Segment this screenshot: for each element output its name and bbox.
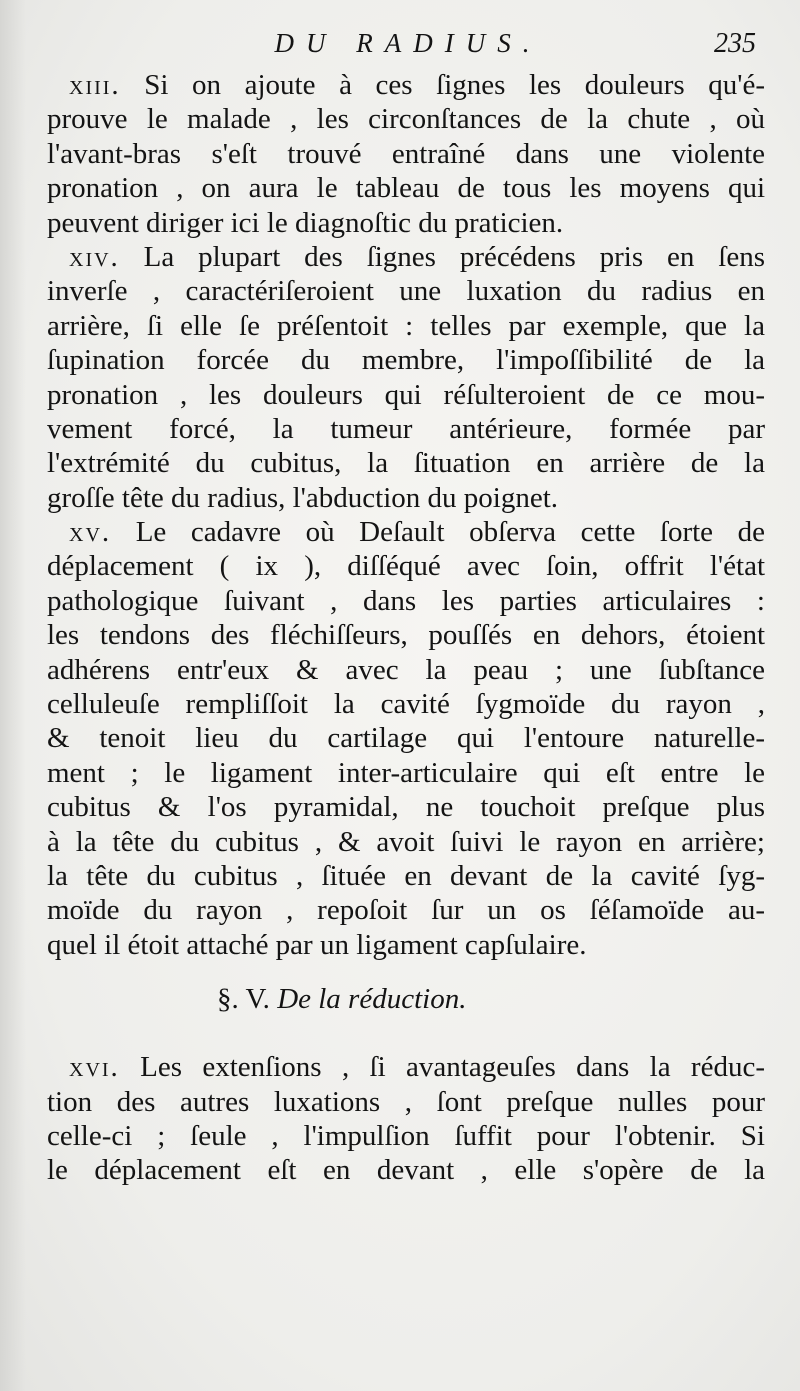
text-line: cubitus & l'os pyramidal, ne touchoit preſque plus — [47, 791, 765, 824]
text-line: le déplacement eſt en devant , elle s'opère de la — [47, 1154, 765, 1187]
paragraph-xiv — [47, 240, 765, 515]
text-line — [47, 1050, 765, 1084]
line-text: La plupart des ſignes précédens pris en ſens — [119, 240, 765, 273]
section-title: De la réduction. — [277, 983, 467, 1016]
text-line: vement forcé, la tumeur antérieure, formée par — [47, 412, 765, 445]
text-line: déplacement ( ix ), diſſéqué avec ſoin, offrit l'état — [47, 550, 765, 583]
paragraph-xv — [47, 515, 765, 962]
text-line: peuvent diriger ici le diagnoſtic du praticien. — [47, 206, 564, 239]
text-line: prouve le malade , les circonſtances de la chute , où — [47, 103, 765, 136]
text-line: groſſe tête du radius, l'abduction du poignet. — [47, 481, 558, 514]
text-line — [47, 68, 765, 102]
line-text: Le cadavre où Deſault obſerva cette ſorte de — [111, 516, 765, 549]
text-line: l'avant-bras s'eſt trouvé entraîné dans une violente — [47, 137, 765, 170]
text-line: inverſe , caractériſeroient une luxation du radius en — [47, 275, 765, 308]
text-line: moïde du rayon , repoſoit ſur un os ſéſamoïde au- — [47, 894, 765, 927]
text-line: les tendons des fléchiſſeurs, pouſſés en dehors, étoient — [47, 619, 765, 652]
section-heading — [47, 962, 765, 1032]
running-head — [48, 28, 760, 68]
text-line: à la tête du cubitus , & avoit ſuivi le rayon en arrière; — [47, 825, 765, 858]
text-line: pathologique ſuivant , dans les parties articulaires : — [47, 584, 765, 617]
text-line: ſupination forcée du membre, l'impoſſibilité de la — [47, 344, 765, 377]
text-line: celluleuſe rempliſſoit la cavité ſygmoïde du rayon , — [47, 688, 765, 721]
paragraph-xiii — [47, 68, 765, 240]
text-line: arrière, ſi elle ſe préſentoit : telles par exemple, que la — [47, 309, 765, 342]
text-line: l'extrémité du cubitus, la ſituation en arrière de la — [47, 447, 765, 480]
page-number: 235 — [714, 28, 756, 59]
line-text: Si on ajoute à ces ſignes les douleurs qu'é- — [120, 69, 765, 101]
paragraph-number: xv. — [69, 516, 112, 549]
text-line: quel il étoit attaché par un ligament capſulaire. — [47, 928, 587, 961]
spacer — [47, 1032, 765, 1050]
text-line: & tenoit lieu du cartilage qui l'entoure naturelle- — [47, 722, 765, 755]
text-line: pronation , on aura le tableau de tous les moyens qui — [47, 172, 765, 205]
body-text — [47, 68, 765, 1188]
text-line: celle-ci ; ſeule , l'impulſion ſuffit pour l'obtenir. Si — [47, 1119, 765, 1152]
paragraph-number: xiii. — [69, 69, 121, 101]
text-line: adhérens entr'eux & avec la peau ; une ſubſtance — [47, 653, 765, 686]
section-number: §. V. — [217, 983, 270, 1016]
line-text: Les extenſions , ſi avantageuſes dans la réduc- — [119, 1051, 765, 1084]
text-line: la tête du cubitus , ſituée en devant de la cavité ſyg- — [47, 859, 765, 892]
text-line: ment ; le ligament inter-articulaire qui eſt entre le — [47, 756, 765, 789]
text-line: pronation , les douleurs qui réſulteroient de ce mou- — [47, 378, 765, 411]
paragraph-number: xiv. — [69, 240, 120, 273]
text-line — [47, 515, 765, 549]
paragraph-number: xvi. — [69, 1051, 120, 1084]
running-title: DU RADIUS. — [274, 28, 542, 58]
text-line — [47, 240, 765, 274]
paragraph-xvi — [47, 1050, 765, 1188]
text-line: tion des autres luxations , ſont preſque nulles pour — [47, 1085, 765, 1118]
